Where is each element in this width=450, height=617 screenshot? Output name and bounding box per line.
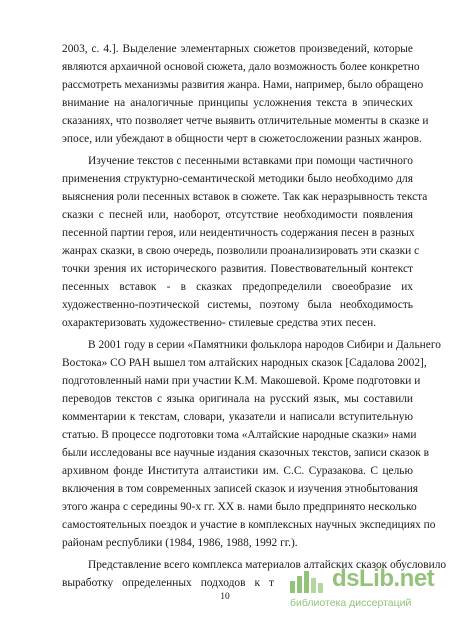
- text-line: районам республики (1984, 1986, 1988, 1992 гг.).: [62, 537, 298, 549]
- text-line: были исследованы все научные издания сказочных текстов, записи сказок в: [62, 447, 430, 459]
- text-line: жанрах сказки, в свою очередь, позволили проанализировать эти сказки с: [62, 245, 420, 257]
- text-line: архивном фонде Института алтаистики им. С.С. Суразакова. С целью: [62, 465, 413, 477]
- text-line: являются архаичной основой сюжета, дало возможность более конкретно: [62, 61, 420, 73]
- text-line: комментарии к текстам, словари, указатели и написали вступительную: [62, 411, 413, 423]
- text-line: сказки с песней или, наоборот, отсутствие необходимости появления: [62, 209, 413, 221]
- text-line: песенных вставок - в сказках предопределили своеобразие их: [62, 281, 413, 293]
- text-line: рассмотреть механизмы развития жанра. Нами, например, было обращено: [62, 79, 424, 91]
- text-line: эпосе, или убеждают в общности черт в сюжетосложении разных жанров.: [62, 133, 422, 145]
- watermark-subtitle: библиотека диссертаций: [290, 597, 412, 609]
- text-line: Изучение текстов с песенными вставками при помощи частичного: [88, 155, 413, 167]
- text-line: применения структурно-семантической методики было необходимо для: [62, 173, 413, 185]
- text-line: выяснения роли песенных вставок в сюжете. Так как неразрывность текста: [62, 191, 428, 203]
- text-line: художественно-поэтической системы, поэтому была необходимость: [62, 299, 413, 311]
- text-line: сказаниях, что позволяет четче выявить отличительные моменты в сказке и: [62, 115, 429, 127]
- text-line: В 2001 году в серии «Памятники фольклора народов Сибири и Дальнего: [88, 339, 441, 351]
- text-line: 2003, с. 4.]. Выделение элементарных сюжетов произведений, которые: [62, 43, 413, 55]
- bars-logo-icon: [288, 569, 328, 595]
- dslib-watermark: [288, 565, 448, 615]
- text-line: выработку определенных подходов к т: [62, 577, 274, 589]
- text-line: охарактеризовать художественно- стилевые средства этих песен.: [62, 317, 377, 329]
- text-line: включения в том современных записей сказок и изучения этнобытования: [62, 483, 419, 495]
- text-line: подготовленный нами при участии К.М. Макошевой. Кроме подготовки и: [62, 375, 421, 387]
- text-line: статью. В процессе подготовки тома «Алтайские народные сказки» нами: [62, 429, 417, 441]
- text-line: самостоятельных поездок и участие в комплексных научных экспедициях по: [62, 519, 436, 531]
- watermark-title: dsLib.net: [332, 565, 435, 592]
- text-line: переводов текстов с языка оригинала на русский язык, мы составили: [62, 393, 413, 405]
- text-line: этого жанра с середины 90-х гг. XX в. нами было предпринято несколько: [62, 501, 417, 513]
- page-number: 10: [220, 592, 230, 602]
- text-line: Востока» СО РАН вышел том алтайских народных сказок [Садалова 2002],: [62, 357, 427, 369]
- text-line: внимание на аналогичные принципы усложнения текста в эпических: [62, 97, 413, 109]
- text-line: точки зрения их исторического развития. Повествовательный контекст: [62, 263, 413, 275]
- text-line: песенной партии героя, или неидентичность содержания песен в разных: [62, 227, 415, 239]
- text-line: Представление всего комплекса материалов алтайских сказок обусловило: [88, 559, 447, 571]
